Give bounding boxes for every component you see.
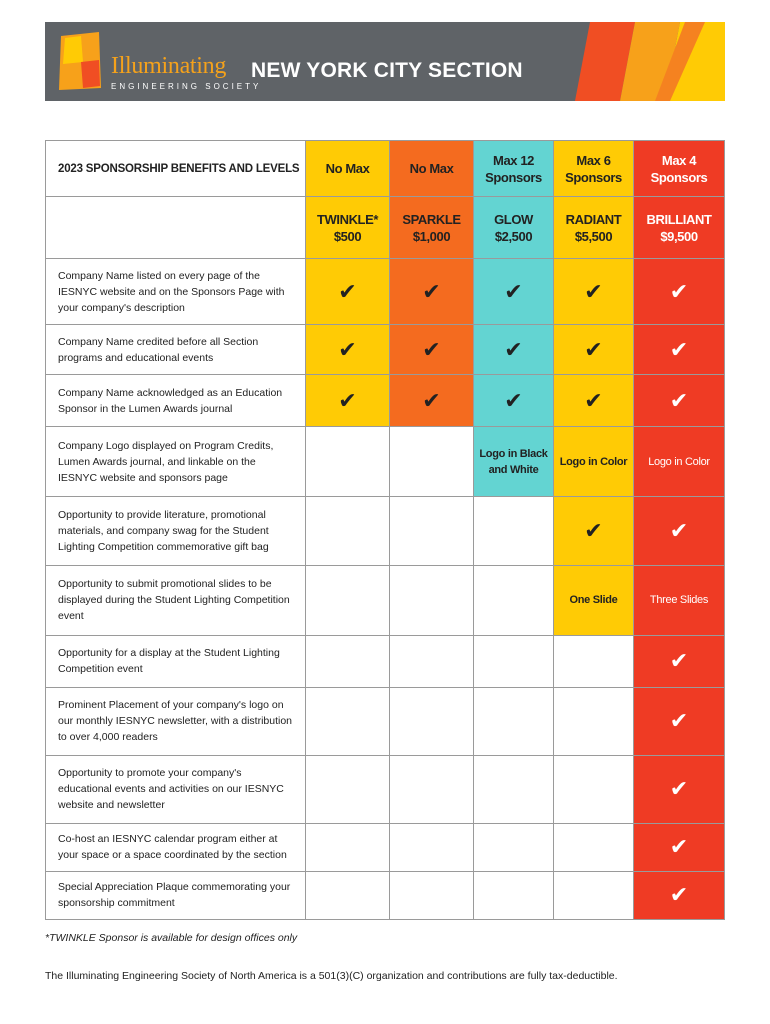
empty-cell-glow [474, 823, 554, 871]
empty-cell-glow [474, 755, 554, 823]
benefit-description: Opportunity to submit promotional slides to be displayed during the Student Lighting Competition event [46, 565, 306, 635]
check-icon: ✔ [634, 635, 725, 687]
empty-cell-sparkle [390, 755, 474, 823]
empty-cell-twinkle [306, 427, 390, 497]
empty-cell-sparkle [390, 427, 474, 497]
level-name: RADIANT [565, 211, 622, 227]
benefit-description: Company Name listed on every page of the IESNYC website and on the Sponsors Page with your company's description [46, 259, 306, 325]
check-icon: ✔ [634, 375, 725, 427]
empty-cell-glow [474, 871, 554, 919]
check-icon: ✔ [634, 871, 725, 919]
empty-cell-twinkle [306, 823, 390, 871]
tax-disclaimer: The Illuminating Engineering Society of North America is a 501(3)(C) organization and contributions are fully tax-deductible. [45, 970, 618, 982]
limit-sparkle: No Max [390, 141, 474, 197]
check-icon: ✔ [474, 325, 554, 375]
check-icon: ✔ [634, 755, 725, 823]
benefit-row [46, 635, 725, 687]
benefit-detail-glow: Logo in Black and White [474, 427, 554, 497]
level-name: SPARKLE [402, 211, 461, 227]
benefit-description: Co-host an IESNYC calendar program either at your space or a space coordinated by the section [46, 823, 306, 871]
decorative-stripes [535, 22, 725, 101]
level-name: BRILLIANT [646, 211, 712, 227]
benefit-description: Special Appreciation Plaque commemorating your sponsorship commitment [46, 871, 306, 919]
section-title: NEW YORK CITY SECTION [251, 59, 523, 82]
check-icon: ✔ [634, 325, 725, 375]
check-icon: ✔ [390, 375, 474, 427]
empty-cell-glow [474, 635, 554, 687]
header-banner [45, 22, 725, 101]
level-twinkle [306, 197, 390, 259]
benefit-row [46, 871, 725, 919]
empty-cell-sparkle [390, 497, 474, 565]
check-icon: ✔ [554, 325, 634, 375]
empty-cell-twinkle [306, 497, 390, 565]
benefit-row [46, 427, 725, 497]
sponsorship-table [45, 140, 725, 920]
levels-row-blank [46, 197, 306, 259]
benefit-row [46, 565, 725, 635]
ies-logo-icon [57, 32, 103, 92]
check-icon: ✔ [306, 325, 390, 375]
empty-cell-glow [474, 687, 554, 755]
empty-cell-sparkle [390, 687, 474, 755]
limits-row [46, 141, 725, 197]
benefit-detail-radiant: One Slide [554, 565, 634, 635]
empty-cell-twinkle [306, 871, 390, 919]
level-price: $1,000 [412, 228, 451, 244]
empty-cell-radiant [554, 687, 634, 755]
check-icon: ✔ [390, 325, 474, 375]
benefit-row [46, 497, 725, 565]
check-icon: ✔ [554, 497, 634, 565]
level-price: $9,500 [660, 228, 698, 244]
empty-cell-sparkle [390, 635, 474, 687]
empty-cell-radiant [554, 823, 634, 871]
benefit-row [46, 375, 725, 427]
empty-cell-glow [474, 497, 554, 565]
check-icon: ✔ [554, 375, 634, 427]
empty-cell-twinkle [306, 687, 390, 755]
benefit-row [46, 823, 725, 871]
empty-cell-radiant [554, 635, 634, 687]
empty-cell-sparkle [390, 565, 474, 635]
benefit-row [46, 325, 725, 375]
level-name: GLOW [494, 211, 533, 227]
benefit-description: Company Logo displayed on Program Credits, Lumen Awards journal, and linkable on the IESNYC website and sponsors page [46, 427, 306, 497]
check-icon: ✔ [634, 823, 725, 871]
empty-cell-glow [474, 565, 554, 635]
empty-cell-radiant [554, 755, 634, 823]
empty-cell-sparkle [390, 871, 474, 919]
check-icon: ✔ [390, 259, 474, 325]
check-icon: ✔ [474, 375, 554, 427]
check-icon: ✔ [474, 259, 554, 325]
check-icon: ✔ [634, 687, 725, 755]
empty-cell-sparkle [390, 823, 474, 871]
level-brilliant [634, 197, 725, 259]
check-icon: ✔ [634, 497, 725, 565]
benefit-detail-radiant: Logo in Color [554, 427, 634, 497]
empty-cell-twinkle [306, 755, 390, 823]
level-radiant [554, 197, 634, 259]
brand-subtitle: ENGINEERING SOCIETY [111, 82, 262, 91]
benefit-row [46, 259, 725, 325]
benefit-description: Opportunity for a display at the Student Lighting Competition event [46, 635, 306, 687]
level-price: $2,500 [494, 228, 533, 244]
benefit-detail-brilliant: Three Slides [634, 565, 725, 635]
twinkle-footnote: *TWINKLE Sponsor is available for design offices only [45, 932, 298, 944]
level-price: $500 [333, 228, 362, 244]
level-glow [474, 197, 554, 259]
table-title: 2023 SPONSORSHIP BENEFITS AND LEVELS [46, 141, 306, 197]
check-icon: ✔ [554, 259, 634, 325]
benefit-row [46, 755, 725, 823]
benefit-row [46, 687, 725, 755]
benefit-description: Opportunity to provide literature, promotional materials, and company swag for the Student Lighting Competition commemorative gift bag [46, 497, 306, 565]
brand-name: Illuminating [111, 53, 227, 79]
benefit-description: Company Name credited before all Section programs and educational events [46, 325, 306, 375]
limit-radiant: Max 6 Sponsors [554, 141, 634, 197]
empty-cell-radiant [554, 871, 634, 919]
benefit-detail-brilliant: Logo in Color [634, 427, 725, 497]
check-icon: ✔ [306, 375, 390, 427]
empty-cell-twinkle [306, 635, 390, 687]
check-icon: ✔ [306, 259, 390, 325]
limit-twinkle: No Max [306, 141, 390, 197]
levels-row [46, 197, 725, 259]
benefit-description: Company Name acknowledged as an Education Sponsor in the Lumen Awards journal [46, 375, 306, 427]
level-sparkle [390, 197, 474, 259]
level-name: TWINKLE* [316, 211, 379, 227]
level-price: $5,500 [574, 228, 613, 244]
limit-brilliant: Max 4 Sponsors [634, 141, 725, 197]
limit-glow: Max 12 Sponsors [474, 141, 554, 197]
benefit-description: Opportunity to promote your company's educational events and activities on our IESNYC website and newsletter [46, 755, 306, 823]
benefit-description: Prominent Placement of your company's logo on our monthly IESNYC newsletter, with a distribution to over 4,000 readers [46, 687, 306, 755]
empty-cell-twinkle [306, 565, 390, 635]
check-icon: ✔ [634, 259, 725, 325]
